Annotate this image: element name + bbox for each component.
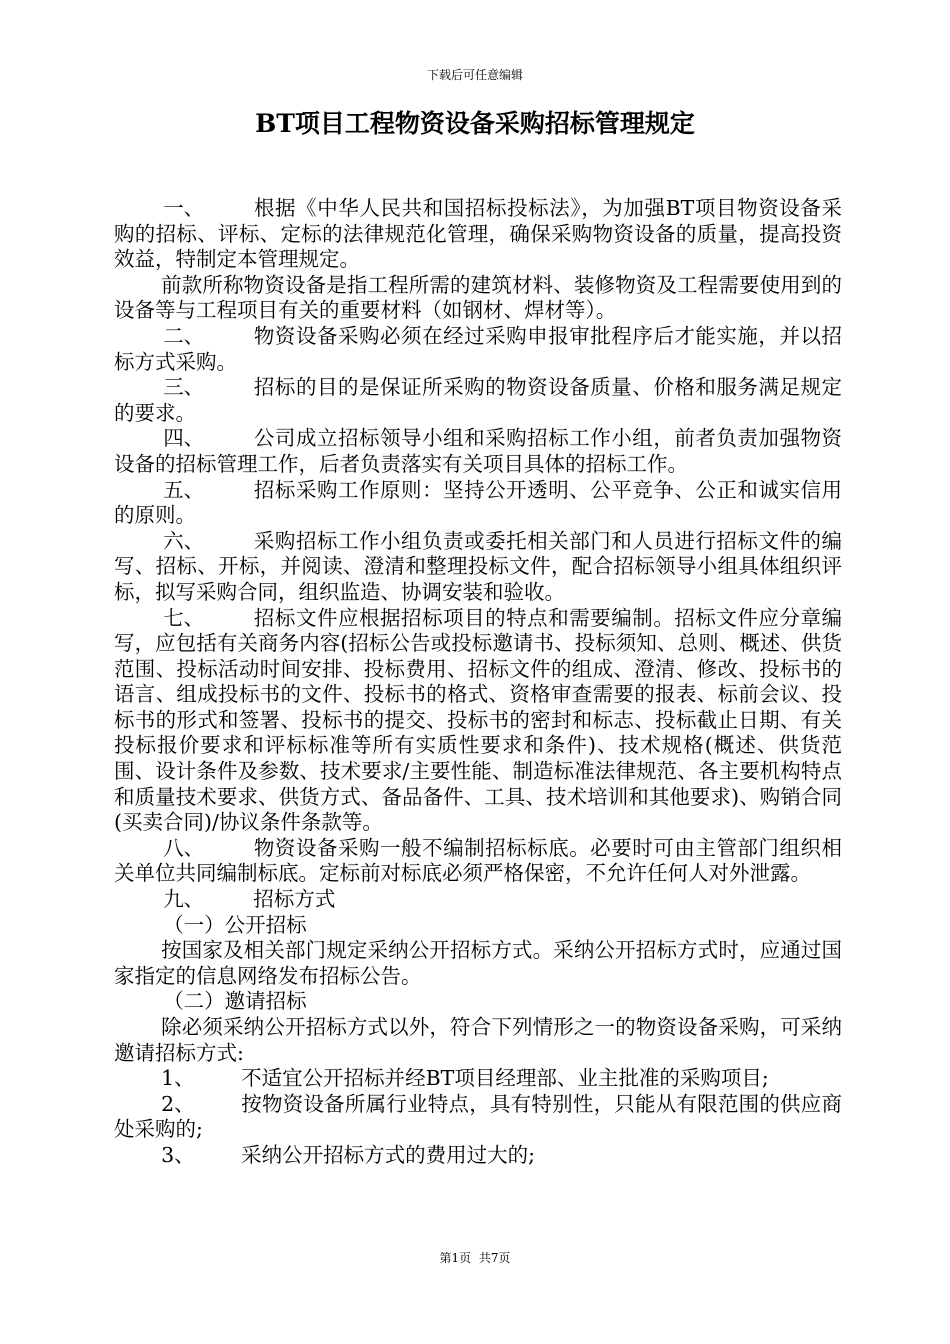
section-1-paragraph-2: 前款所称物资设备是指工程所需的建筑材料、装修物资及工程需要使用到的设备等与工程项目有关的重要材料（如钢材、焊材等）。 xyxy=(114,272,842,323)
section-number: 七、 xyxy=(163,605,205,630)
list-item-text: 按物资设备所属行业特点，具有特别性，只能从有限范围的供应商处采购的; xyxy=(114,1091,842,1142)
section-text: 物资设备采购必须在经过采购申报审批程序后才能实施，并以招标方式采购。 xyxy=(114,323,842,374)
section-number: 六、 xyxy=(163,528,205,553)
document-body xyxy=(114,196,842,1169)
page-footer xyxy=(0,1249,950,1266)
section-number: 五、 xyxy=(163,477,205,502)
section-3 xyxy=(114,375,842,426)
section-number: 一、 xyxy=(163,196,205,220)
page-total: 共7页 xyxy=(478,1251,511,1265)
subsection-text-public: 按国家及相关部门规定采纳公开招标方式。采纳公开招标方式时，应通过国家指定的信息网络发布招标公告。 xyxy=(114,938,842,988)
section-1 xyxy=(114,196,842,273)
section-text: 招标采购工作原则：坚持公开透明、公平竞争、公正和诚实信用的原则。 xyxy=(114,477,842,528)
document-title: BT项目工程物资设备采购招标管理规定 xyxy=(255,109,695,138)
section-text: 招标方式 xyxy=(253,887,336,912)
section-text: 物资设备采购一般不编制招标标底。必要时可由主管部门组织相关单位共同编制标底。定标前对标底必须严格保密，不允许任何人对外泄露。 xyxy=(114,835,842,886)
subsection-title-public: （一）公开招标 xyxy=(163,912,307,937)
section-text: 采购招标工作小组负责或委托相关部门和人员进行招标文件的编写、招标、开标，并阅读、澄清和整理投标文件，配合招标领导小组具体组织评标，拟写采购合同，组织监造、协调安装和验收。 xyxy=(114,528,842,604)
list-item xyxy=(114,1143,842,1169)
list-item xyxy=(114,1066,842,1092)
section-text: 根据《中华人民共和国招标投标法》，为加强BT项目物资设备采购的招标、评标、定标的法律规范化管理，确保采购物资设备的质量，提高投资效益，特制定本管理规定。 xyxy=(114,196,842,272)
list-item xyxy=(114,1092,842,1143)
section-4 xyxy=(114,426,842,477)
section-9 xyxy=(114,887,842,913)
section-5 xyxy=(114,478,842,529)
list-item-text: 采纳公开招标方式的费用过大的; xyxy=(241,1142,535,1167)
section-7 xyxy=(114,606,842,836)
section-text: 公司成立招标领导小组和采购招标工作小组，前者负责加强物资设备的招标管理工作，后者负责落实有关项目具体的招标工作。 xyxy=(114,426,842,476)
section-number: 四、 xyxy=(163,426,205,451)
section-text: 招标的目的是保证所采购的物资设备质量、价格和服务满足规定的要求。 xyxy=(114,375,842,425)
section-8 xyxy=(114,836,842,887)
section-number: 八、 xyxy=(163,835,205,860)
list-item-number: 1、 xyxy=(161,1066,195,1091)
list-item-number: 3、 xyxy=(161,1142,195,1167)
subsection-title-invite: （二）邀请招标 xyxy=(163,989,307,1014)
page-number: 第1页 xyxy=(439,1251,472,1265)
section-6 xyxy=(114,529,842,606)
section-text: 招标文件应根据招标项目的特点和需要编制。招标文件应分章编写，应包括有关商务内容(招标公告或投标邀请书、投标须知、总则、概述、供货范围、投标活动时间安排、投标费用、招标文件的组成、澄清、修改、投标书的语言、组成投标书的文件、投标书的格式、资格审查需要的报表、标前会议、投标书的形式和签署、投标书的提交、投标书的密封和标志、投标截止日期、有关投标报价要求和评标标准等所有实质性要求和条件)、技术规格(概述、供货范围、设计条件及参数、技术要求/主要性能、制造标准法律规范、各主要机构特点和质量技术要求、供货方式、备品备件、工具、技术培训和其他要求)、购销合同(买卖合同)/协议条件条款等。 xyxy=(114,605,842,835)
section-number: 九、 xyxy=(163,887,205,912)
section-2 xyxy=(114,324,842,375)
section-number: 二、 xyxy=(163,323,205,348)
section-number: 三、 xyxy=(163,375,205,400)
header-note: 下载后可任意编辑 xyxy=(426,68,523,82)
list-item-number: 2、 xyxy=(161,1091,195,1116)
list-item-text: 不适宜公开招标并经BT项目经理部、业主批准的采购项目; xyxy=(241,1066,769,1091)
subsection-text-invite: 除必须采纳公开招标方式以外，符合下列情形之一的物资设备采购，可采纳邀请招标方式: xyxy=(114,1015,842,1065)
